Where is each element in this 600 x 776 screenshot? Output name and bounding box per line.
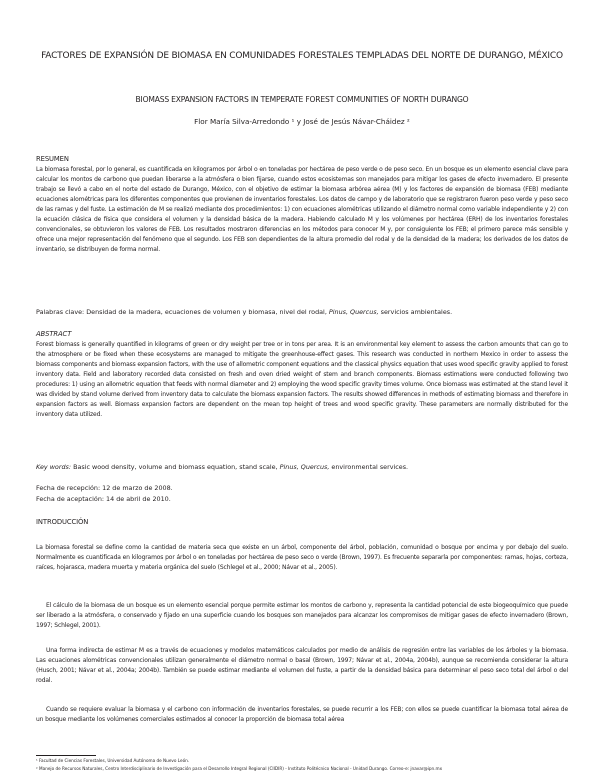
palabras-clave-text: Densidad de la madera, ecuaciones de volumen y biomasa, nivel del rodal,: [86, 308, 327, 316]
author-line: Flor María Silva-Arredondo ¹ y José de Jesús Návar-Cháidez ²: [194, 117, 410, 126]
key-words-italic: Pinus, Quercus,: [279, 463, 330, 471]
acceptance-date: Fecha de aceptación: 14 de abril de 2010.: [36, 495, 171, 503]
palabras-clave-label: Palabras clave:: [36, 308, 85, 316]
abstract-heading: ABSTRACT: [36, 330, 72, 338]
key-words-tail: environmental services.: [331, 463, 409, 471]
footnote-rule: [36, 755, 96, 756]
abstract-text: Forest biomass is generally quantified in kilograms of green or dry weight per tree or in tons per area. It is an environmental key element to assess the carbon amounts that can go to the atmosphere or be fixed when these ecosystems are managed to mitigate the greenhouse-effect gases. This research was conducted in northern Mexico in order to assess the biomass components and biomass expansion factors, with the use of allometric component equations and the classical physics equation that uses wood specific gravity applied to forest inventory data. Field and laboratory recorded data consisted on fresh and oven dried weight of stem and branch components. Biomass estimations were conducted following two procedures: 1) using an allometric equation that feeds with normal diameter and 2) employing the wood specific gravity times volume. Once biomass was estimated at the stand level it was divided by stand volume derived from inventory data to calculate the biomass expansion factors. The results showed differences in methods of estimating biomass and therefore in expansion factors as well. Biomass expansion factors are dependent on the mean top height of trees and wood specific gravity. These parameters are normally distributed for the inventory data utilized.: [36, 341, 568, 418]
resumen-heading: RESUMEN: [36, 155, 69, 163]
key-words-text: Basic wood density, volume and biomass equation, stand scale,: [73, 463, 278, 471]
palabras-clave: [36, 308, 452, 316]
intro-paragraph-1: La biomasa forestal se define como la cantidad de materia seca que existe en un árbol, componente del árbol, población, comunidad o bosque por encima y por debajo del suelo. Normalmente es cuantificada en kilogramos por árbol o en toneladas por hectárea de peso seco o verde (Brown, 1997). Es frecuente separarla por componentes: ramas, hojas, corteza, raíces, hojarasca, madera muerta y materia orgánica del suelo (Schlegel et al., 2000; Návar et al., 2005).: [36, 544, 568, 571]
paper-subtitle: BIOMASS EXPANSION FACTORS IN TEMPERATE FOREST COMMUNITIES OF NORTH DURANGO: [135, 95, 469, 104]
intro-paragraph-3: Una forma indirecta de estimar M es a través de ecuaciones y modelos matemáticos calculados por medio de análisis de regresión entre las variables de los árboles y la biomasa. Las ecuaciones alométricas convencionales utilizan generalmente el diámetro normal o basal (Brown, 1997; Návar et al., 2004a, 2004b), aunque se recomienda considerar la altura (Husch, 2001; Návar et al., 2004a; 2004b). También se puede estimar mediante el volumen del fuste, a partir de la densidad básica para determinar el peso seco total del árbol o del rodal.: [36, 647, 568, 684]
intro-paragraph-4: Cuando se requiere evaluar la biomasa y el carbono con información de inventarios forestales, se puede recurrir a los FEB; con ellos se puede cuantificar la biomasa total aérea de un bosque mediante los volúmenes comerciales estimados al conocer la proporción de biomasa total aérea: [36, 706, 568, 723]
key-words: [36, 463, 408, 471]
palabras-clave-italic: Pinus, Quercus,: [328, 308, 379, 316]
reception-date: Fecha de recepción: 12 de marzo de 2008.: [36, 484, 173, 492]
resumen-text: La biomasa forestal, por lo general, es cuantificada en kilogramos por árbol o en toneladas por hectárea de peso verde o de peso seco. En un bosque es un elemento esencial clave para calcular los montos de carbono que puedan liberarse a la atmósfera o bien fijarse, cuando estos ecosistemas son manejados para mitigar los gases de efecto invernadero. El presente trabajo se llevó a cabo en el norte del estado de Durango, México, con el objetivo de estimar la biomasa arbórea aérea (M) y los factores de expansión de biomasa (FEB) mediante ecuaciones alométricas para los diferentes componentes que provienen de inventarios forestales. Los datos de campo y de laboratorio que se registraron fueron peso verde y peso seco de las ramas y del fuste. La estimación de M se realizó mediante dos procedimientos: 1) con ecuaciones alométricas utilizando el diámetro normal como variable independiente y 2) con la ecuación clásica de física que considera el volumen y la densidad básica de la madera. Habiendo calculado M y los volúmenes por hectárea (ERH) de los inventarios forestales convencionales, se obtuvieron los valores de FEB. Los resultados mostraron diferencias en los métodos para conocer M y, por consiguiente los FEB; el primero parece más sensible y ofrece una mejor representación del fenómeno que el segundo. Los FEB son dependientes de la altura promedio del rodal y de la densidad de la madera; los derivados de los datos de inventario, se distribuyen de forma normal.: [36, 166, 568, 253]
key-words-label: Key words:: [36, 463, 72, 471]
footnote-2: ² Manejo de Recursos Naturales, Centro Interdisciplinario de Investigación para el Desarrollo Integral Regional (CIIDIR) - Instituto Politécnico Nacional - Unidad Durango. Correo-e: jnavar@ipn.mx: [36, 766, 443, 771]
paper-title: FACTORES DE EXPANSIÓN DE BIOMASA EN COMUNIDADES FORESTALES TEMPLADAS DEL NORTE DE DURANGO, MÉXICO: [41, 51, 563, 61]
palabras-clave-tail: servicios ambientales.: [380, 308, 453, 316]
intro-heading: INTRODUCCIÓN: [36, 518, 89, 526]
intro-paragraph-2: El cálculo de la biomasa de un bosque es un elemento esencial porque permite estimar los montos de carbono y, representa la cantidad potencial de este biogeoquímico que puede ser liberado a la atmósfera, o conservado y fijado en una superficie cuando los bosques son manejados para alcanzar los compromisos de mitigar gases de efecto invernadero (Brown, 1997; Schlegel, 2001).: [36, 602, 568, 629]
footnote-1: ¹ Facultad de Ciencias Forestales, Universidad Autónoma de Nuevo León.: [36, 758, 190, 763]
